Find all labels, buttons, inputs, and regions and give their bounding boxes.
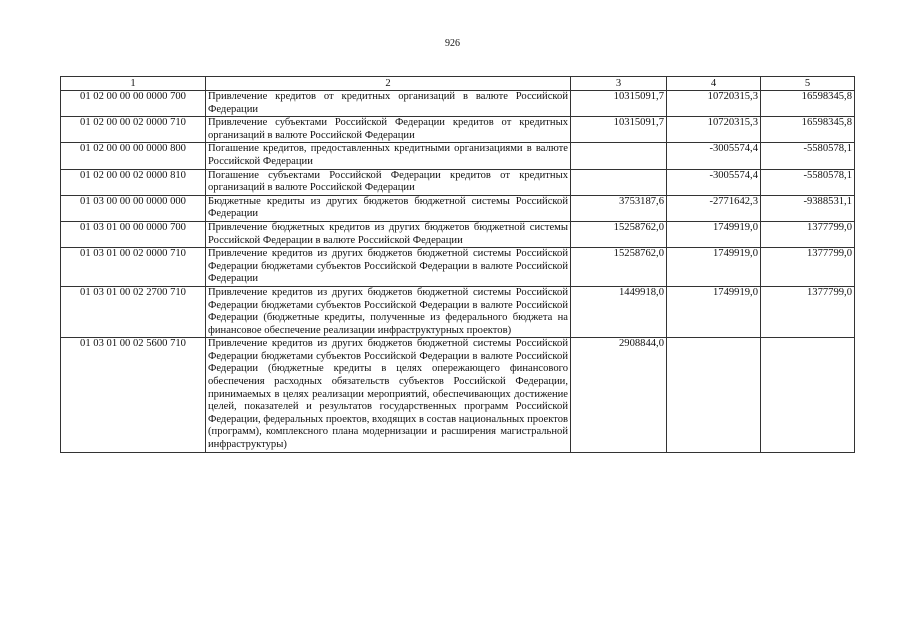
row-code: 01 03 00 00 00 0000 000: [61, 195, 206, 221]
row-value-5: 1377799,0: [761, 221, 855, 247]
row-code: 01 03 01 00 02 2700 710: [61, 286, 206, 337]
table-row: [61, 143, 855, 169]
row-value-5: -5580578,1: [761, 169, 855, 195]
row-value-4: -3005574,4: [667, 143, 761, 169]
row-name: Привлечение субъектами Российской Федерации кредитов от кредитных организаций в валюте Российской Федерации: [206, 117, 571, 143]
row-value-4: 1749919,0: [667, 248, 761, 287]
row-value-4: [667, 338, 761, 452]
row-value-5: 16598345,8: [761, 91, 855, 117]
column-header-3: 3: [571, 77, 667, 91]
row-code: 01 02 00 00 00 0000 700: [61, 91, 206, 117]
row-name: Погашение кредитов, предоставленных кредитными организациями в валюте Российской Федерации: [206, 143, 571, 169]
row-code: 01 02 00 00 02 0000 810: [61, 169, 206, 195]
row-name: Погашение субъектами Российской Федерации кредитов от кредитных организаций в валюте Российской Федерации: [206, 169, 571, 195]
table-row: [61, 169, 855, 195]
column-header-5: 5: [761, 77, 855, 91]
row-value-5: -9388531,1: [761, 195, 855, 221]
row-code: 01 03 01 00 02 5600 710: [61, 338, 206, 452]
table-row: [61, 221, 855, 247]
table-row: [61, 91, 855, 117]
row-name: Привлечение кредитов из других бюджетов бюджетной системы Российской Федерации бюджетами субъектов Российской Федерации в валюте Российской Федерации (бюджетные кредиты в целях опережающего финансового обеспечения расходных обязательств субъектов Российской Федерации, принимаемых в целях реализации мероприятий, обеспечивающих достижение целей, показателей и результатов государственных программ Российской Федерации, федеральных проектов, входящих в состав национальных проектов (программ), комплексного плана модернизации и расширения магистральной инфраструктуры): [206, 338, 571, 452]
row-value-4: -2771642,3: [667, 195, 761, 221]
page-number: 926: [445, 38, 460, 49]
row-code: 01 03 01 00 02 0000 710: [61, 248, 206, 287]
row-name: Привлечение кредитов из других бюджетов бюджетной системы Российской Федерации бюджетами субъектов Российской Федерации в валюте Российской Федерации (бюджетные кредиты, полученные из федерального бюджета на финансовое обеспечение реализации инфраструктурных проектов): [206, 286, 571, 337]
row-value-4: 1749919,0: [667, 286, 761, 337]
row-value-3: [571, 169, 667, 195]
row-name: Бюджетные кредиты из других бюджетов бюджетной системы Российской Федерации: [206, 195, 571, 221]
row-code: 01 02 00 00 00 0000 800: [61, 143, 206, 169]
row-value-4: -3005574,4: [667, 169, 761, 195]
row-value-3: 10315091,7: [571, 91, 667, 117]
row-value-4: 1749919,0: [667, 221, 761, 247]
row-name: Привлечение кредитов из других бюджетов бюджетной системы Российской Федерации бюджетами субъектов Российской Федерации в валюте Российской Федерации: [206, 248, 571, 287]
row-value-3: 15258762,0: [571, 248, 667, 287]
row-value-3: 2908844,0: [571, 338, 667, 452]
row-value-3: [571, 143, 667, 169]
row-value-4: 10720315,3: [667, 91, 761, 117]
row-code: 01 02 00 00 02 0000 710: [61, 117, 206, 143]
row-code: 01 03 01 00 00 0000 700: [61, 221, 206, 247]
column-header-1: 1: [61, 77, 206, 91]
budget-sources-table: [60, 76, 855, 453]
table-header-row: [61, 77, 855, 91]
row-value-5: 16598345,8: [761, 117, 855, 143]
row-value-3: 15258762,0: [571, 221, 667, 247]
row-value-5: [761, 338, 855, 452]
row-value-5: -5580578,1: [761, 143, 855, 169]
table-row: [61, 117, 855, 143]
table-row: [61, 195, 855, 221]
row-name: Привлечение кредитов от кредитных организаций в валюте Российской Федерации: [206, 91, 571, 117]
row-value-3: 10315091,7: [571, 117, 667, 143]
row-value-4: 10720315,3: [667, 117, 761, 143]
row-value-3: 1449918,0: [571, 286, 667, 337]
row-name: Привлечение бюджетных кредитов из других бюджетов бюджетной системы Российской Федерации в валюте Российской Федерации: [206, 221, 571, 247]
row-value-3: 3753187,6: [571, 195, 667, 221]
column-header-4: 4: [667, 77, 761, 91]
table-row: [61, 338, 855, 452]
row-value-5: 1377799,0: [761, 248, 855, 287]
table-row: [61, 286, 855, 337]
table-row: [61, 248, 855, 287]
row-value-5: 1377799,0: [761, 286, 855, 337]
column-header-2: 2: [206, 77, 571, 91]
